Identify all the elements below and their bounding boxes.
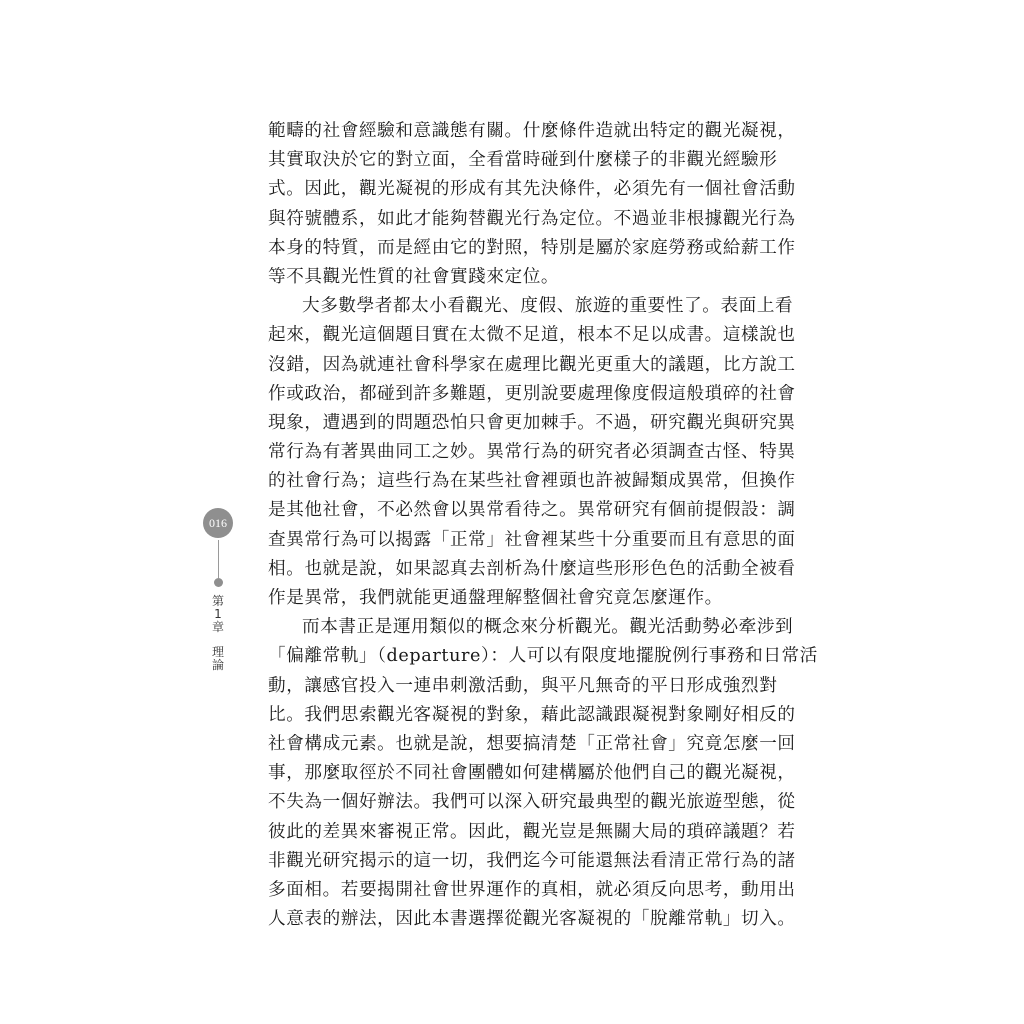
chapter-char: 章 — [211, 620, 224, 634]
text-line: 是其他社會，不必然會以異常看待之。異常研究有個前提假設：調 — [268, 500, 796, 521]
chapter-char: 第 — [211, 594, 224, 608]
paragraph-first-line: 大多數學者都太小看觀光、度假、旅遊的重要性了。表面上看 — [302, 296, 794, 317]
text-line: 不失為一個好辦法。我們可以深入研究最典型的觀光旅遊型態，從 — [268, 792, 796, 813]
text-line: 事，那麼取徑於不同社會團體如何建構屬於他們自己的觀光凝視， — [268, 763, 796, 784]
text-line: 彼此的差異來審視正常。因此，觀光豈是無關大局的瑣碎議題？若 — [268, 821, 796, 842]
page-number-badge — [203, 508, 233, 538]
text-line: 非觀光研究揭示的這一切，我們迄今可能還無法看清正常行為的諸 — [268, 850, 796, 871]
text-line: 與符號體系，如此才能夠替觀光行為定位。不過並非根據觀光行為 — [268, 208, 796, 229]
text-line: 式。因此，觀光凝視的形成有其先決條件，必須先有一個社會活動 — [268, 179, 796, 200]
chapter-title-char: 論 — [211, 658, 224, 672]
text-line: 動，讓感官投入一連串刺激活動，與平凡無奇的平日形成強烈對 — [268, 675, 778, 696]
text-line: 沒錯，因為就連社會科學家在處理比觀光更重大的議題，比方說工 — [268, 354, 796, 375]
chapter-title-char: 理 — [211, 645, 224, 659]
page-number: 016 — [209, 515, 227, 530]
text-line: 常行為有著異曲同工之妙。異常行為的研究者必須調查古怪、特異 — [268, 442, 796, 463]
text-line: 本身的特質，而是經由它的對照，特別是屬於家庭勞務或給薪工作 — [268, 237, 796, 258]
text-line: 比。我們思索觀光客凝視的對象，藉此認識跟凝視對象剛好相反的 — [268, 704, 796, 725]
body-text — [268, 117, 818, 934]
text-line: 起來，觀光這個題目實在太微不足道，根本不足以成書。這樣說也 — [268, 325, 796, 346]
text-line: 作或政治，都碰到許多難題，更別說要處理像度假這般瑣碎的社會 — [268, 383, 796, 404]
text-line: 「偏離常軌」（departure）：人可以有限度地擺脫例行事務和日常活 — [268, 646, 818, 667]
text-line: 多面相。若要揭開社會世界運作的真相，就必須反向思考，動用出 — [268, 879, 796, 900]
marker-dot — [214, 578, 223, 587]
marker-line — [218, 540, 219, 578]
text-line: 查異常行為可以揭露「正常」社會裡某些十分重要而且有意思的面 — [268, 529, 796, 550]
text-line: 現象，遭遇到的問題恐怕只會更加棘手。不過，研究觀光與研究異 — [268, 412, 796, 433]
text-line: 作是異常，我們就能更通盤理解整個社會究竟怎麼運作。 — [268, 588, 723, 608]
margin-marker — [203, 508, 233, 672]
chapter-label — [203, 595, 233, 672]
text-line: 的社會行為；這些行為在某些社會裡頭也許被歸類成異常，但換作 — [268, 471, 796, 492]
text-line: 人意表的辦法，因此本書選擇從觀光客凝視的「脫離常軌」切入。 — [268, 909, 796, 930]
text-line: 相。也就是說，如果認真去剖析為什麼這些形形色色的活動全被看 — [268, 558, 796, 579]
paragraph-first-line: 而本書正是運用類似的概念來分析觀光。觀光活動勢必牽涉到 — [302, 617, 794, 638]
text-line: 其實取決於它的對立面，全看當時碰到什麼樣子的非觀光經驗形 — [268, 150, 778, 171]
chapter-char: 1 — [214, 607, 222, 621]
text-line: 社會構成元素。也就是說，想要搞清楚「正常社會」究竟怎麼一回 — [268, 733, 796, 754]
text-line: 範疇的社會經驗和意識態有關。什麼條件造就出特定的觀光凝視， — [268, 121, 796, 141]
text-line: 等不具觀光性質的社會實踐來定位。 — [268, 266, 560, 287]
